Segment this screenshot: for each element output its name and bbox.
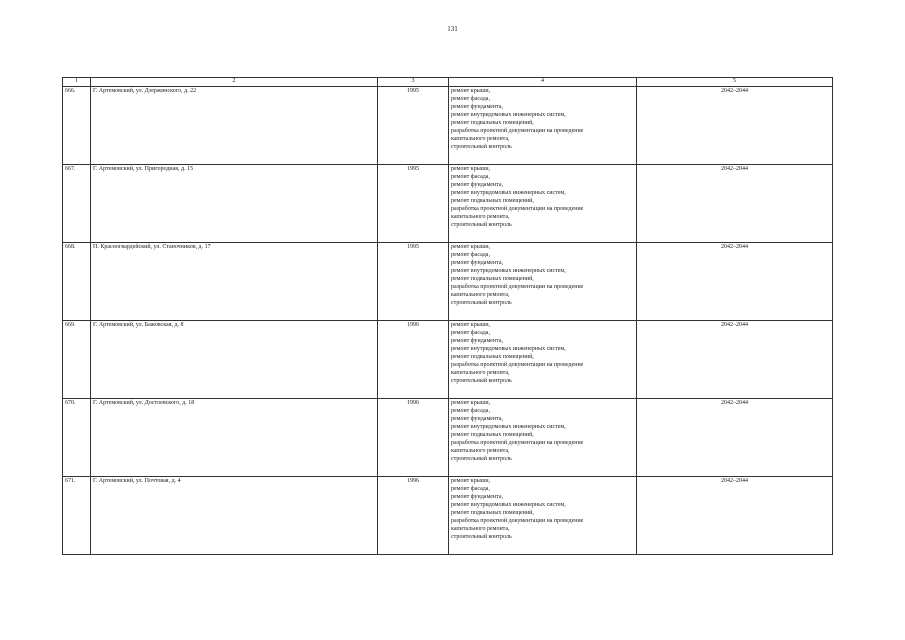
work-item: ремонт внутридомовых инженерных систем, <box>451 190 566 196</box>
work-item: ремонт крыши, <box>451 400 491 406</box>
year-cell: 1995 <box>378 87 449 165</box>
work-item: капитального ремонта, <box>451 214 510 220</box>
works-cell <box>449 87 637 165</box>
header-col-3: 3 <box>378 78 449 87</box>
works-cell <box>449 165 637 243</box>
work-item: строительный контроль <box>451 534 512 540</box>
work-item: строительный контроль <box>451 222 512 228</box>
row-number: 666. <box>63 87 91 165</box>
work-item: разработка проектной документации на проведение <box>451 206 584 212</box>
work-item: ремонт фундамента, <box>451 104 503 110</box>
work-item: ремонт фасада, <box>451 330 490 336</box>
work-item: ремонт фасада, <box>451 96 490 102</box>
work-item: ремонт фундамента, <box>451 338 503 344</box>
work-item: ремонт фасада, <box>451 252 490 258</box>
work-item: разработка проектной документации на проведение <box>451 518 584 524</box>
page-number: 131 <box>447 25 458 33</box>
work-item: капитального ремонта, <box>451 526 510 532</box>
table-row <box>63 321 833 399</box>
housing-repair-table <box>62 77 833 555</box>
address-cell: Г. Артемовский, ул. Почтовая, д. 4 <box>91 477 378 555</box>
work-item: разработка проектной документации на проведение <box>451 284 584 290</box>
header-col-2: 2 <box>91 78 378 87</box>
work-item: капитального ремонта, <box>451 448 510 454</box>
table-row <box>63 87 833 165</box>
work-item: ремонт внутридомовых инженерных систем, <box>451 502 566 508</box>
work-item: ремонт внутридомовых инженерных систем, <box>451 268 566 274</box>
work-item: ремонт фасада, <box>451 174 490 180</box>
year-cell: 1996 <box>378 399 449 477</box>
work-item: ремонт подвальных помещений, <box>451 432 534 438</box>
period-cell: 2042–2044 <box>637 165 833 243</box>
period-cell: 2042–2044 <box>637 399 833 477</box>
work-item: ремонт крыши, <box>451 88 491 94</box>
works-cell <box>449 321 637 399</box>
work-item: ремонт крыши, <box>451 166 491 172</box>
table-row <box>63 477 833 555</box>
table-row <box>63 399 833 477</box>
row-number: 671. <box>63 477 91 555</box>
header-col-5: 5 <box>637 78 833 87</box>
works-cell <box>449 243 637 321</box>
header-col-4: 4 <box>449 78 637 87</box>
address-cell: Г. Артемовский, ул. Бажовская, д. 8 <box>91 321 378 399</box>
work-item: ремонт подвальных помещений, <box>451 510 534 516</box>
work-item: строительный контроль <box>451 378 512 384</box>
work-item: ремонт фасада, <box>451 408 490 414</box>
table-row <box>63 243 833 321</box>
work-item: ремонт внутридомовых инженерных систем, <box>451 346 566 352</box>
year-cell: 1995 <box>378 165 449 243</box>
work-item: ремонт подвальных помещений, <box>451 198 534 204</box>
year-cell: 1996 <box>378 477 449 555</box>
work-item: ремонт фундамента, <box>451 260 503 266</box>
table-body <box>63 87 833 555</box>
header-col-1: 1 <box>63 78 91 87</box>
address-cell: Г. Артемовский, ул. Дзержинского, д. 22 <box>91 87 378 165</box>
work-item: ремонт внутридомовых инженерных систем, <box>451 112 566 118</box>
work-item: капитального ремонта, <box>451 370 510 376</box>
address-cell: Г. Артемовский, ул. Достоевского, д. 18 <box>91 399 378 477</box>
address-cell: П. Красногвардейский, ул. Станочников, д. 17 <box>91 243 378 321</box>
work-item: ремонт фундамента, <box>451 182 503 188</box>
work-item: ремонт фасада, <box>451 486 490 492</box>
work-item: строительный контроль <box>451 456 512 462</box>
row-number: 670. <box>63 399 91 477</box>
work-item: строительный контроль <box>451 144 512 150</box>
year-cell: 1996 <box>378 321 449 399</box>
work-item: ремонт фундамента, <box>451 494 503 500</box>
header-row <box>63 78 833 87</box>
work-item: разработка проектной документации на проведение <box>451 362 584 368</box>
work-item: ремонт крыши, <box>451 244 491 250</box>
works-cell <box>449 399 637 477</box>
period-cell: 2042–2044 <box>637 477 833 555</box>
period-cell: 2042–2044 <box>637 243 833 321</box>
works-cell <box>449 477 637 555</box>
work-item: разработка проектной документации на проведение <box>451 440 584 446</box>
table-row <box>63 165 833 243</box>
work-item: разработка проектной документации на проведение <box>451 128 584 134</box>
period-cell: 2042–2044 <box>637 87 833 165</box>
table-header <box>63 78 833 87</box>
work-item: ремонт крыши, <box>451 322 491 328</box>
work-item: ремонт внутридомовых инженерных систем, <box>451 424 566 430</box>
work-item: ремонт фундамента, <box>451 416 503 422</box>
address-cell: Г. Артемовский, ул. Пригородная, д. 15 <box>91 165 378 243</box>
work-item: ремонт подвальных помещений, <box>451 354 534 360</box>
row-number: 669. <box>63 321 91 399</box>
work-item: строительный контроль <box>451 300 512 306</box>
work-item: ремонт подвальных помещений, <box>451 120 534 126</box>
year-cell: 1995 <box>378 243 449 321</box>
work-item: ремонт подвальных помещений, <box>451 276 534 282</box>
work-item: капитального ремонта, <box>451 136 510 142</box>
work-item: капитального ремонта, <box>451 292 510 298</box>
work-item: ремонт крыши, <box>451 478 491 484</box>
period-cell: 2042–2044 <box>637 321 833 399</box>
row-number: 668. <box>63 243 91 321</box>
row-number: 667. <box>63 165 91 243</box>
